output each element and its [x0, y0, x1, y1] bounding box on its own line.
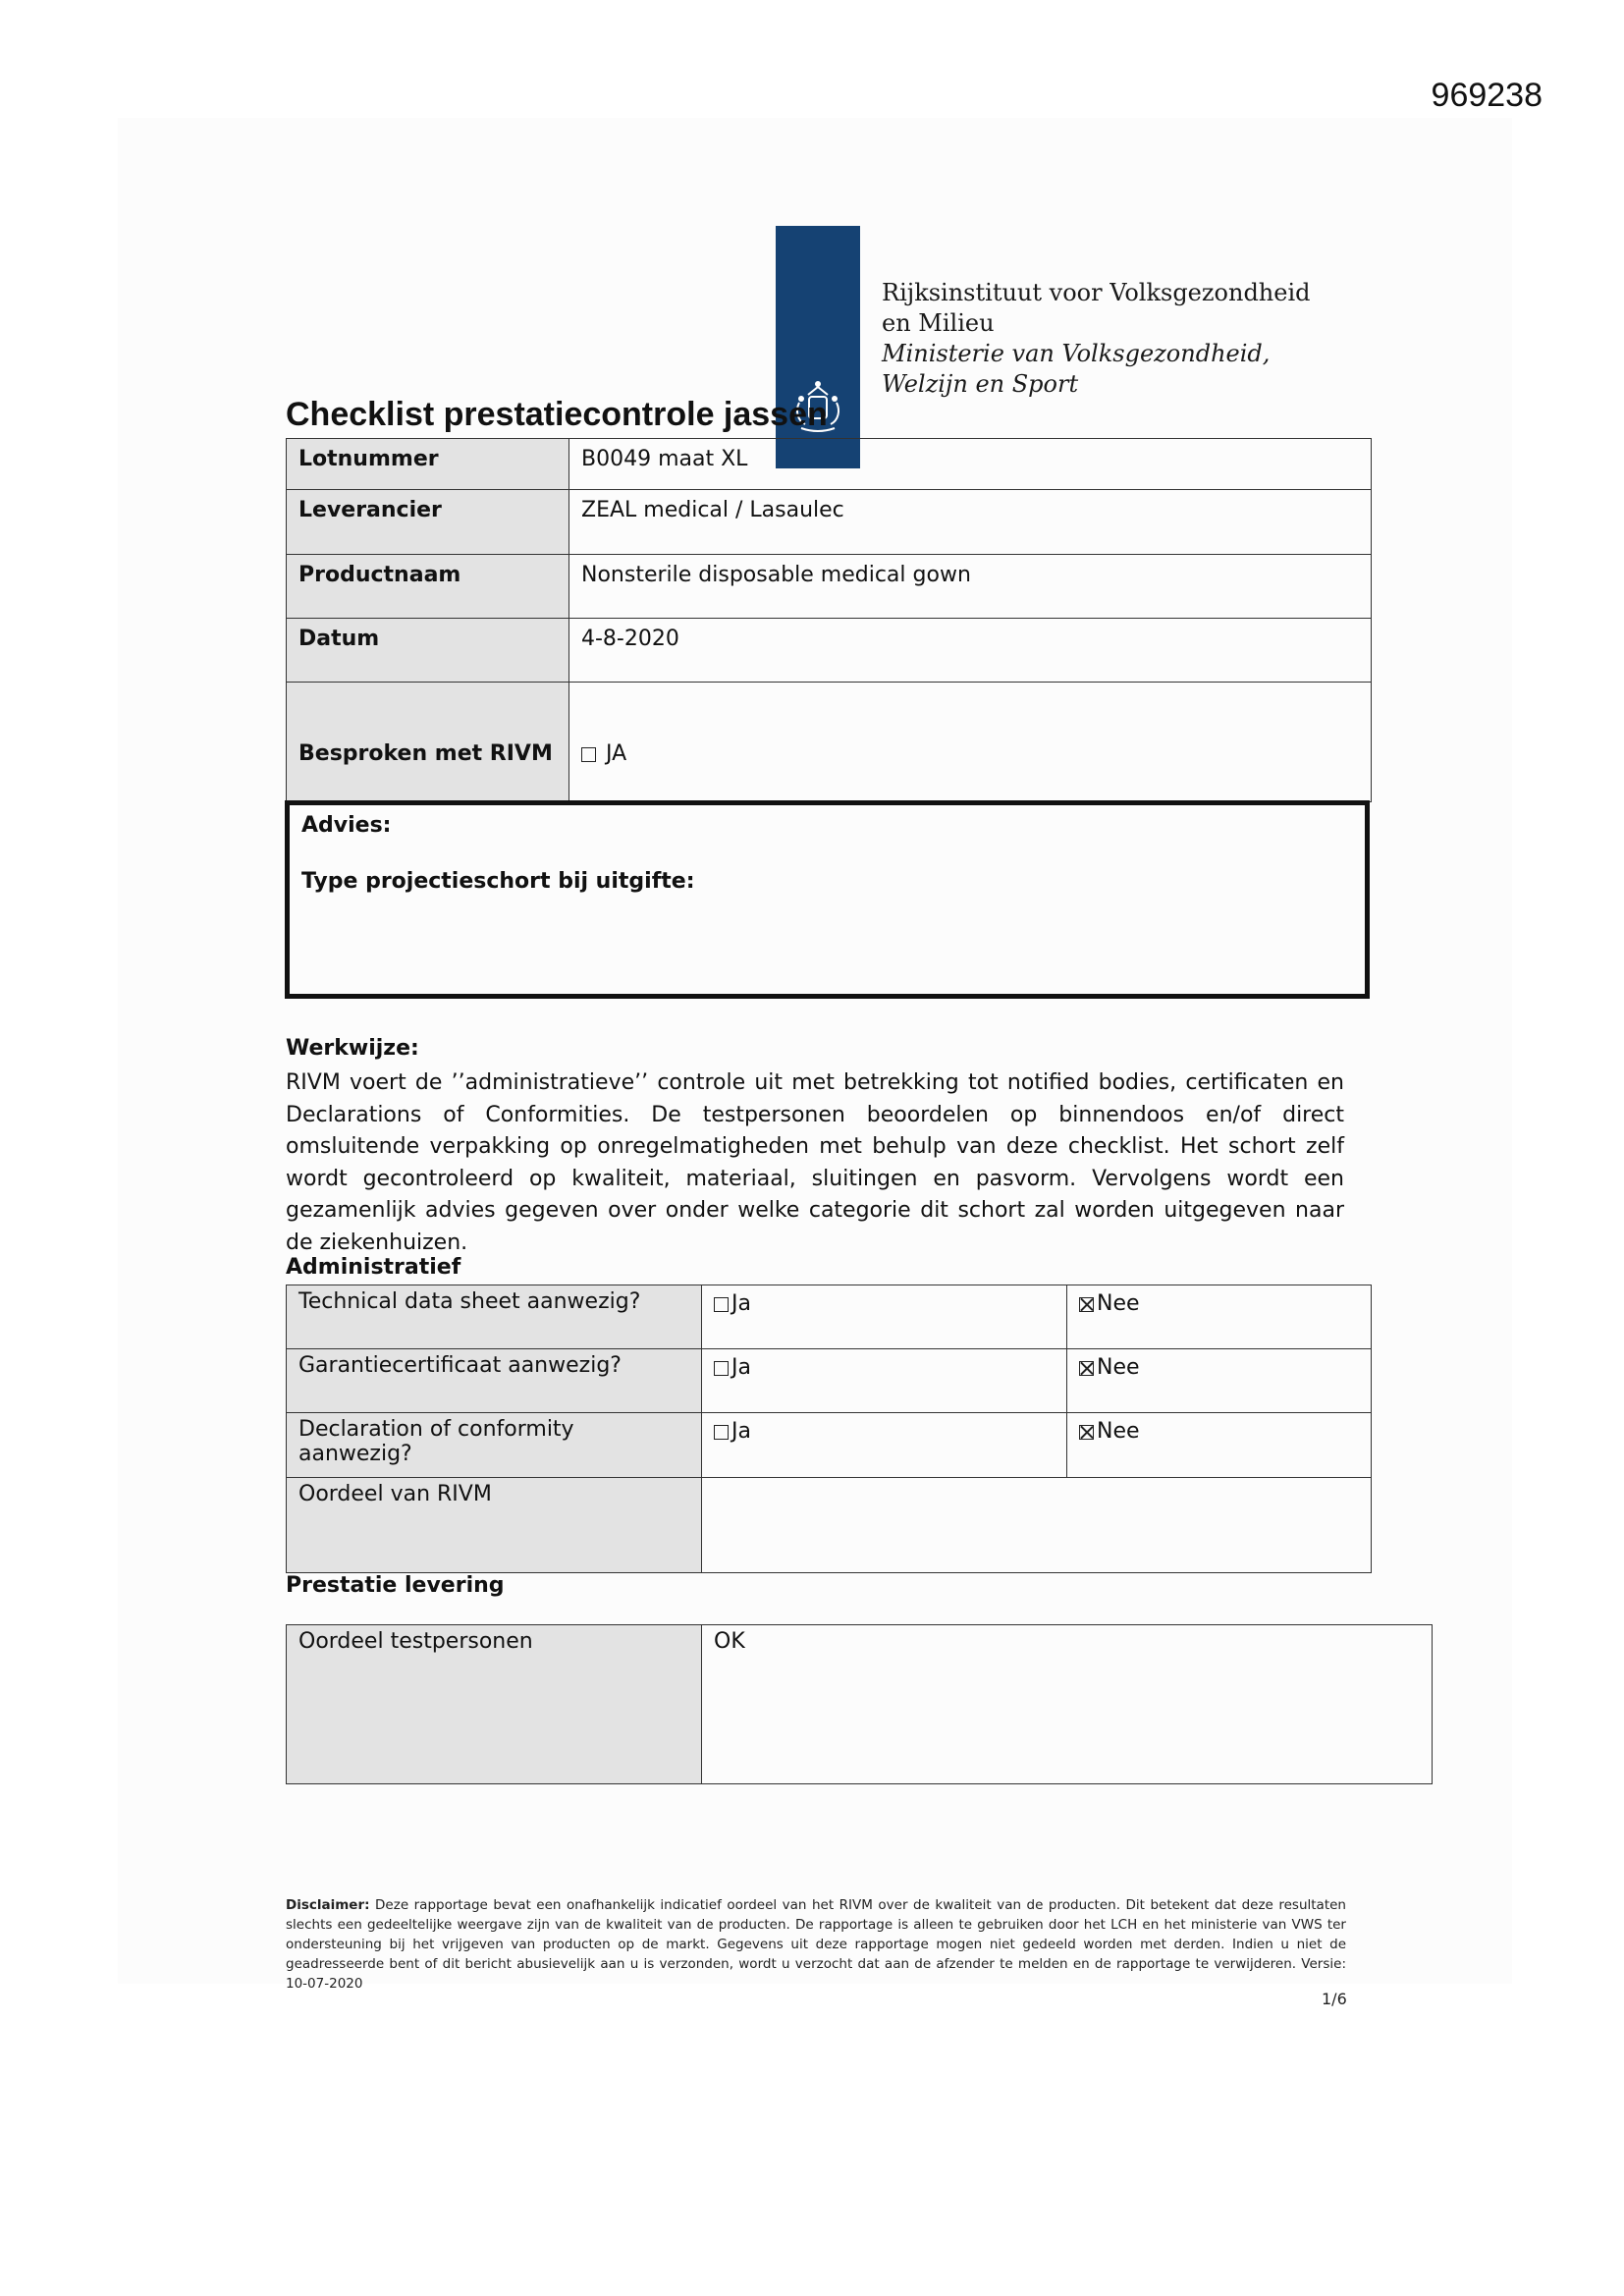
- prestatie-table: [286, 1624, 1433, 1784]
- table-row: [287, 490, 1372, 555]
- checkbox-ja[interactable]: [714, 1425, 729, 1440]
- oordeel-testpersonen-label: Oordeel testpersonen: [287, 1625, 702, 1784]
- disclaimer-text: Deze rapportage bevat een onafhankelijk indicatief oordeel van het RIVM over de kwaliteit van de producten. Dit betekent dat deze resultaten slechts een gedeeltelijke weergave zijn van de kwaliteit van de producten. De rapportage is alleen te gebruiken door het LCH en het ministerie van VWS ter ondersteuning bij het vrijgeven van producten op de markt. Gegevens uit deze rapportage mogen niet gedeeld worden met derden. Indien u niet de geadresseerde bent of dit bericht abusievelijk aan u is verzonden, wordt u verzocht dat aan de afzender te melden en de rapportage te verwijderen. Versie: 10-07-2020: [286, 1897, 1346, 1992]
- org-line-2: en Milieu: [882, 309, 995, 337]
- nee-cell: [1067, 1285, 1372, 1349]
- werkwijze-text: RIVM voert de ’’administratieve’’ controle uit met betrekking tot notified bodies, certificaten en Declarations of Conformities. De testpersonen beoordelen op binnendoos en/of direct omsluitende verpakking op onregelmatigheden met behulp van deze checklist. Het schort zelf wordt gecontroleerd op kwaliteit, materiaal, sluitingen en pasvorm. Vervolgens wordt een gezamenlijk advies gegeven over onder welke categorie dit schort zal worden uitgegeven naar de ziekenhuizen.: [286, 1070, 1344, 1255]
- table-row: [287, 683, 1372, 802]
- ja-cell: [702, 1413, 1067, 1478]
- checkbox-nee-checked[interactable]: [1079, 1297, 1094, 1312]
- checkbox-nee-checked[interactable]: [1079, 1361, 1094, 1376]
- nee-label: Nee: [1097, 1355, 1140, 1380]
- org-line-1: Rijksinstituut voor Volksgezondheid: [882, 279, 1311, 306]
- table-row: [287, 439, 1372, 490]
- meta-label: Productnaam: [287, 555, 569, 619]
- administratief-table: [286, 1285, 1372, 1573]
- page-number: 1/6: [1322, 1990, 1347, 2008]
- table-row: [287, 1285, 1372, 1349]
- meta-value: Nonsterile disposable medical gown: [569, 555, 1372, 619]
- meta-table: [286, 438, 1372, 802]
- meta-label: Leverancier: [287, 490, 569, 555]
- checkbox-ja[interactable]: [714, 1297, 729, 1312]
- administratief-heading: Administratief: [286, 1255, 461, 1280]
- table-row: [287, 555, 1372, 619]
- ja-label: Ja: [731, 1355, 751, 1380]
- checkbox-ja[interactable]: [714, 1361, 729, 1376]
- table-row: [287, 1625, 1433, 1784]
- table-row: [287, 1349, 1372, 1413]
- organisation-name: [882, 278, 1311, 400]
- advies-label: Advies:: [301, 813, 392, 838]
- nee-cell: [1067, 1349, 1372, 1413]
- checkbox-ja[interactable]: [581, 747, 596, 762]
- ja-cell: [702, 1285, 1067, 1349]
- meta-label: Besproken met RIVM: [287, 683, 569, 802]
- document-title: Checklist prestatiecontrole jassen: [286, 396, 828, 433]
- prestatie-heading: Prestatie levering: [286, 1573, 505, 1598]
- org-line-3: Ministerie van Volksgezondheid,: [882, 340, 1271, 367]
- nee-label: Nee: [1097, 1291, 1140, 1316]
- question-cell: Garantiecertificaat aanwezig?: [287, 1349, 702, 1413]
- werkwijze-heading: Werkwijze:: [286, 1036, 419, 1061]
- disclaimer: [286, 1895, 1346, 1994]
- checkbox-ja-label: JA: [606, 741, 627, 766]
- meta-label: Datum: [287, 619, 569, 683]
- ja-label: Ja: [731, 1291, 751, 1316]
- meta-label: Lotnummer: [287, 439, 569, 490]
- ja-cell: [702, 1349, 1067, 1413]
- table-row: [287, 1478, 1372, 1573]
- oordeel-rivm-value: [702, 1478, 1372, 1573]
- oordeel-testpersonen-value: OK: [702, 1625, 1433, 1784]
- meta-value-checkbox: [569, 683, 1372, 802]
- advies-box: [285, 800, 1370, 999]
- disclaimer-label: Disclaimer:: [286, 1897, 370, 1913]
- ja-label: Ja: [731, 1419, 751, 1444]
- meta-value: ZEAL medical / Lasaulec: [569, 490, 1372, 555]
- question-cell: Declaration of conformity aanwezig?: [287, 1413, 702, 1478]
- oordeel-rivm-label: Oordeel van RIVM: [287, 1478, 702, 1573]
- meta-value: B0049 maat XL: [569, 439, 1372, 490]
- document-number: 969238: [1431, 77, 1543, 114]
- type-projectieschort-label: Type projectieschort bij uitgifte:: [301, 869, 695, 894]
- meta-value: 4-8-2020: [569, 619, 1372, 683]
- nee-label: Nee: [1097, 1419, 1140, 1444]
- checkbox-nee-checked[interactable]: [1079, 1425, 1094, 1440]
- nee-cell: [1067, 1413, 1372, 1478]
- table-row: [287, 619, 1372, 683]
- question-cell: Technical data sheet aanwezig?: [287, 1285, 702, 1349]
- table-row: [287, 1413, 1372, 1478]
- org-line-4: Welzijn en Sport: [882, 370, 1079, 398]
